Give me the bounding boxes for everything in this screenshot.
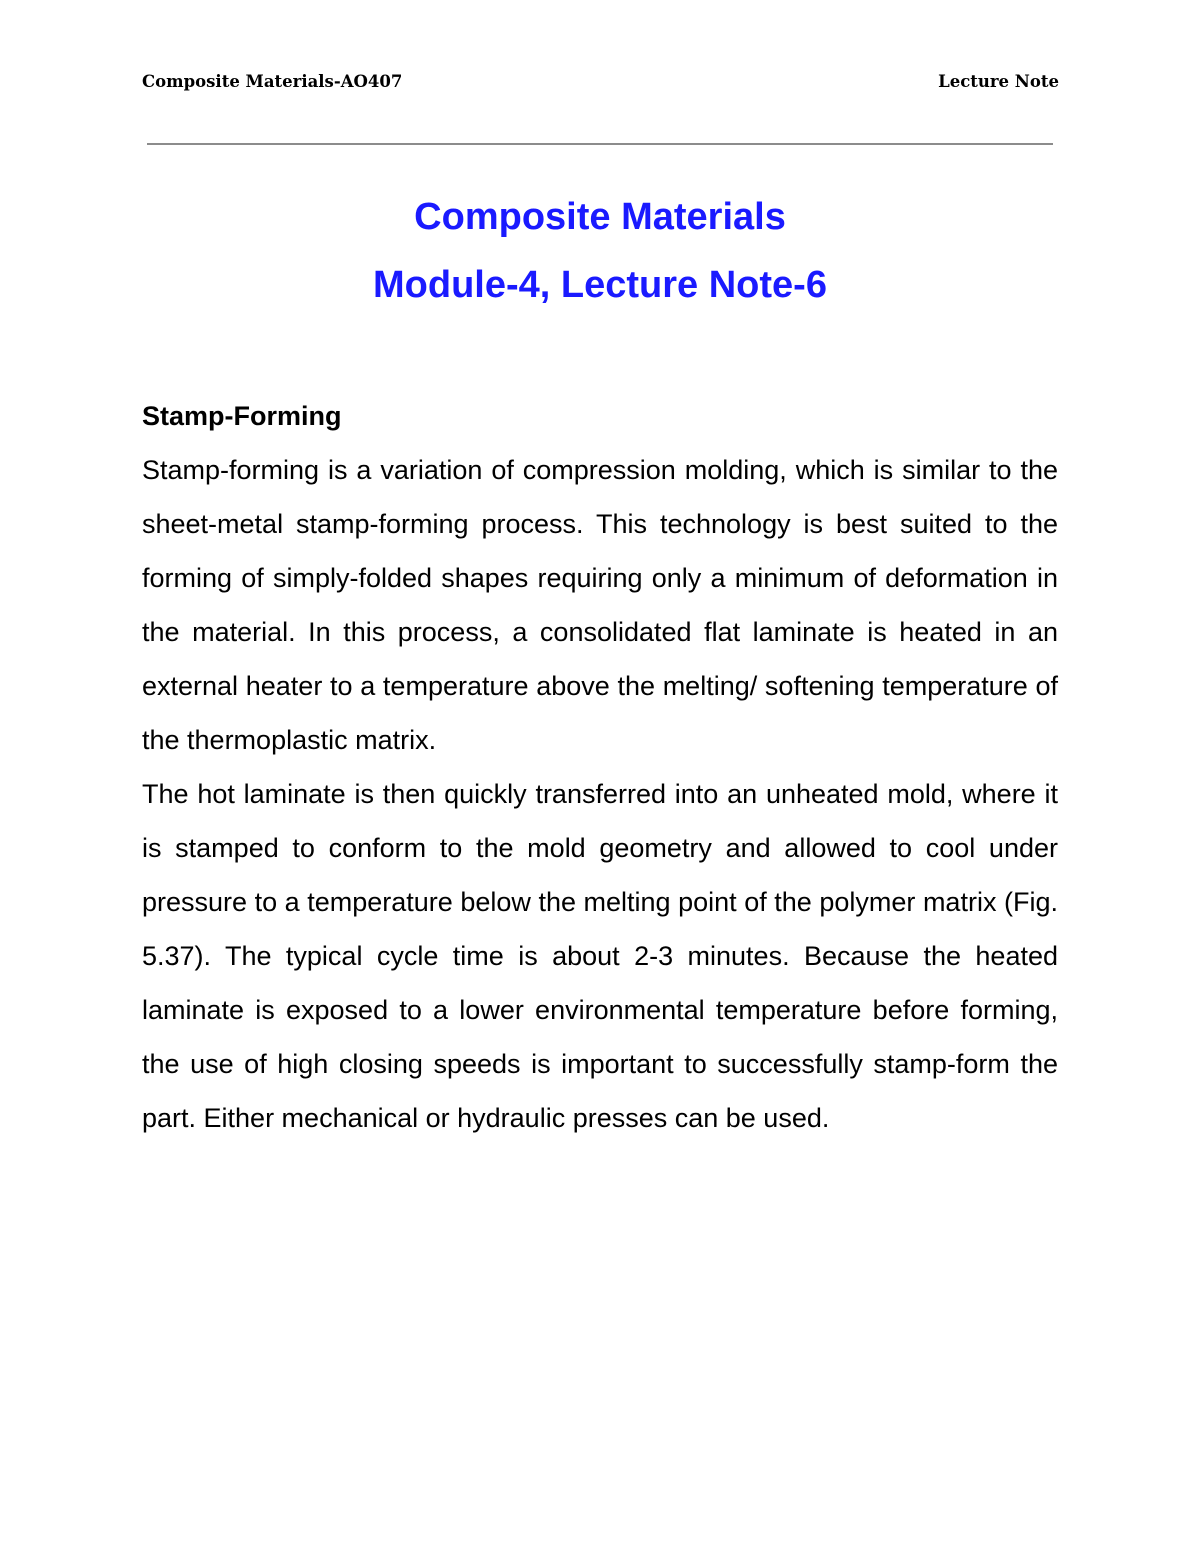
body-paragraph: Stamp-forming is a variation of compression molding, which is similar to the sheet-metal stamp-forming process. This technology is best suited to the forming of simply-folded shapes requiring only a minimum of deformation in the material. In this process, a consolidated flat laminate is heated in an external heater to a temperature above the melting/ softening temperature of the thermoplastic matrix. xyxy=(142,455,1058,755)
title-module-lecture: Module-4, Lecture Note-6 xyxy=(373,264,827,306)
header-divider xyxy=(147,143,1053,145)
running-header xyxy=(142,72,1059,98)
section-stamp-forming xyxy=(142,389,1058,1145)
header-lecture-note-label: Lecture Note xyxy=(938,72,1059,91)
document-title xyxy=(0,183,1200,319)
body-paragraph: The hot laminate is then quickly transferred into an unheated mold, where it is stamped to conform to the mold geometry and allowed to cool under pressure to a temperature below the melting point of the polymer matrix (Fig. 5.37). The typical cycle time is about 2-3 minutes. Because the heated laminate is exposed to a lower environmental temperature before forming, the use of high closing speeds is important to successfully stamp-form the part. Either mechanical or hydraulic presses can be used. xyxy=(142,779,1058,1133)
title-course-name: Composite Materials xyxy=(414,196,786,238)
section-heading: Stamp-Forming xyxy=(142,401,342,431)
header-course-code: Composite Materials-AO407 xyxy=(142,72,403,91)
